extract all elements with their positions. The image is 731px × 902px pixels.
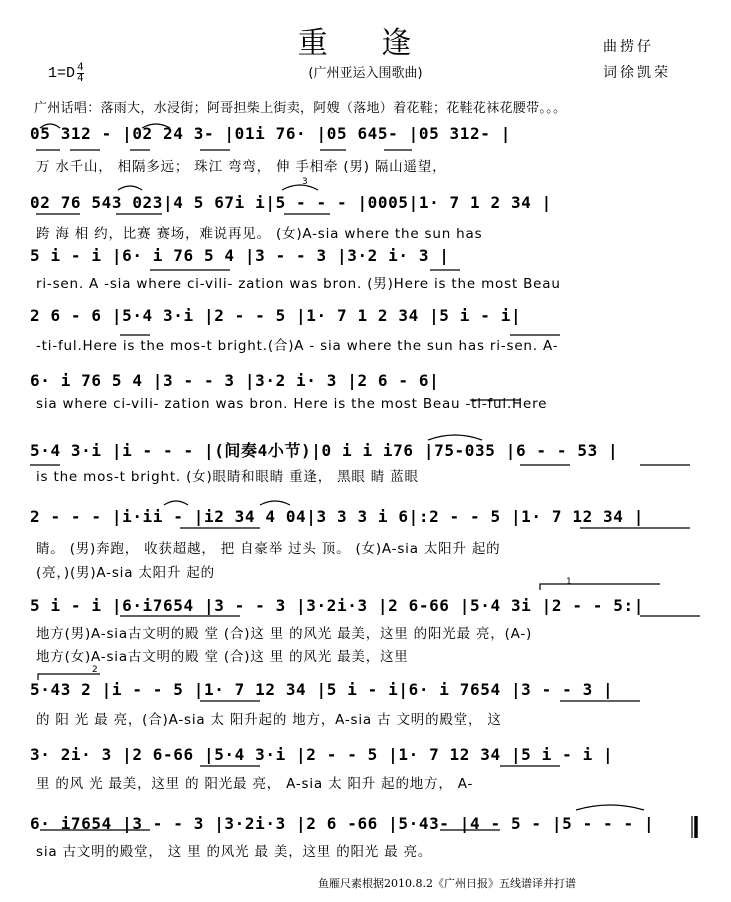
time-signature	[77, 63, 84, 84]
intro-line: 广州话唱：落雨大，水浸街；阿哥担柴上街卖，阿嫂（落地）着花鞋；花鞋花袜花腰带。。。	[34, 101, 567, 116]
lyric-row: sia where ci-vili- zation was bron. Here is the most Beau -ti-ful.Here	[36, 396, 548, 412]
notation-row: 6· i 76 5 4 |3 - - 3 |3·2 i· 3 |2 6 - 6|	[30, 371, 440, 390]
time-top: 4	[77, 62, 84, 74]
lyric-row: 跨 海 相 约，比赛 赛场，难说再见。 (女)A-sia where the sun has	[36, 226, 483, 242]
lyric-row: ri-sen. A -sia where ci-vili- zation was bron. (男)Here is the most Beau	[36, 276, 561, 292]
time-bottom: 4	[77, 73, 84, 85]
notation-row: 2 - - - |i·ii - |i2 34 4 04|3 3 3 i 6|:2 - - 5 |1· 7 12 34 |	[30, 507, 644, 526]
lyric-row: 地方(女)A-sia古文明的殿 堂 (合)这 里 的风光 最美，这里	[36, 649, 409, 665]
lyric-row: 里 的风 光 最美，这里 的 阳光最 亮， A-sia 太 阳升 起的地方， A-	[36, 776, 474, 792]
notation-row: 5·4 3·i |i - - - |(间奏4小节)|0 i i i76 |75-035 |6 - - 53 |	[30, 441, 619, 460]
volta-1-label: 1	[566, 577, 572, 587]
song-subtitle: (广州亚运入围歌曲)	[308, 66, 423, 81]
key-label: 1=D	[48, 65, 76, 82]
song-title: 重 逢	[297, 26, 434, 61]
key-signature	[48, 63, 84, 84]
lyric-row: sia 古文明的殿堂， 这 里 的风光 最 美，这里 的阳光 最 亮。	[36, 844, 433, 860]
volta-2-label: 2	[92, 665, 98, 675]
notation-row: 5 i - i |6·i7654 |3 - - 3 |3·2i·3 |2 6-66 |5·4 3i |2 - - 5:|	[30, 596, 644, 615]
transcription-footer: 鱼雁尺素根据2010.8.2《广州日报》五线谱译并打谱	[318, 877, 576, 890]
lyric-row: 的 阳 光 最 亮，(合)A-sia 太 阳升起的 地方，A-sia 古 文明的殿堂， 这	[36, 712, 502, 728]
notation-row: 3· 2i· 3 |2 6-66 |5·4 3·i |2 - - 5 |1· 7 12 34 |5 i - i |	[30, 745, 614, 764]
notation-row: 5·43 2 |i - - 5 |1· 7 12 34 |5 i - i|6· i 7654 |3 - - 3 |	[30, 680, 614, 699]
triplet-label: 3	[302, 177, 308, 187]
composer-credit: 曲捞仔	[603, 39, 654, 55]
lyric-row: -ti-ful.Here is the mos-t bright.(合)A - sia where the sun has ri-sen. A-	[36, 338, 559, 354]
lyric-row: 睛。 (男)奔跑， 收获超越， 把 自豪举 过头 顶。 (女)A-sia 太阳升 起的	[36, 541, 501, 557]
lyric-row: 万 水千山， 相隔多远； 珠江 弯弯， 伸 手相牵 (男) 隔山遥望，	[36, 159, 447, 175]
lyricist-credit: 词徐凯荣	[603, 65, 671, 81]
lyric-row: is the mos-t bright. (女)眼睛和眼睛 重逢， 黑眼 睛 蓝眼	[36, 469, 419, 485]
notation-row: 05 312 - |02 24 3- |01i 76· |05 645- |05 312- |	[30, 124, 511, 143]
lyric-row: (亮，)(男)A-sia 太阳升 起的	[36, 565, 215, 581]
notation-row: 2 6 - 6 |5·4 3·i |2 - - 5 |1· 7 1 2 34 |5 i - i|	[30, 306, 522, 325]
lyric-row: 地方(男)A-sia古文明的殿 堂 (合)这 里 的风光 最美，这里 的阳光最 亮，(A-)	[36, 626, 533, 642]
notation-row: 5 i - i |6· i 76 5 4 |3 - - 3 |3·2 i· 3 |	[30, 246, 450, 265]
notation-row: 6· i7654 |3 - - 3 |3·2i·3 |2 6 -66 |5·43- |4 - 5 - |5 - - - |	[30, 814, 655, 833]
notation-row: 02 76 543 023|4 5 67i i|5 - - - |0005|1· 7 1 2 34 |	[30, 193, 552, 212]
